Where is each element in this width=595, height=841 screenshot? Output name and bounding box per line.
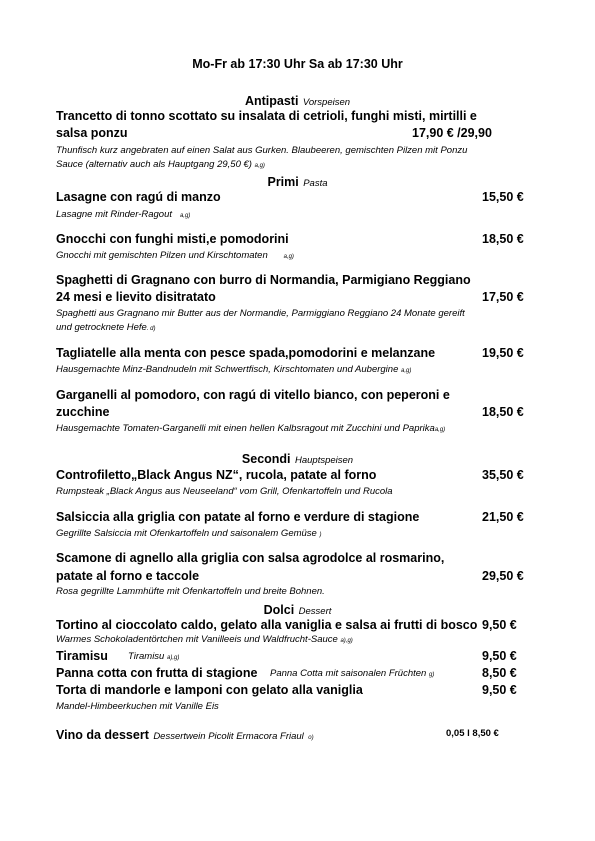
allergens: a,g) <box>434 427 446 433</box>
dish-price: 9,50 € <box>482 683 517 697</box>
dish-name: 24 mesi e lievito disitratato <box>56 290 216 304</box>
dish-name: salsa ponzu <box>56 126 128 140</box>
dish-description: Gnocchi mit gemischten Pilzen und Kirschtomaten a,g) <box>56 250 294 261</box>
dish-price: 8,50 € <box>482 666 517 680</box>
dish-price: 17,90 € /29,90 <box>412 126 492 140</box>
dish-description: Panna Cotta mit saisonalen Früchten g) <box>270 668 435 679</box>
dish-description: Hausgemachte Minz-Bandnudeln mit Schwertfisch, Kirschtomaten und Aubergine a,g) <box>56 364 412 375</box>
dish-description: Gegrillte Salsiccia mit Ofenkartoffeln und saisonalem Gemüse ) <box>56 528 322 539</box>
allergens: a),g) <box>340 638 353 644</box>
dish-name: Torta di mandorle e lamponi con gelato alla vaniglia <box>56 683 363 697</box>
dish-description: Thunfisch kurz angebraten auf einen Salat aus Gurken. Blaubeeren, gemischten Pilzen mit Ponzu <box>56 145 468 156</box>
dish-description: Mandel-Himbeerkuchen mit Vanille Eis <box>56 701 219 712</box>
section-primi <box>0 173 595 191</box>
dish-description: Lasagne mit Rinder-Ragout a,g) <box>56 209 191 220</box>
section-antipasti <box>0 92 595 110</box>
dish-description: Rosa gegrillte Lammhüfte mit Ofenkartoffeln und breite Bohnen. <box>56 586 325 597</box>
dish-name: Salsiccia alla griglia con patate al forno e verdure di stagione <box>56 510 420 524</box>
allergens: a,g) <box>254 163 265 169</box>
dish-description: Tiramisu a),g) <box>128 651 180 662</box>
dish-name: Controfiletto„Black Angus NZ“, rucola, patate al forno <box>56 468 377 482</box>
dish-price: 9,50 € <box>482 649 517 663</box>
dish-name: Scamone di agnello alla griglia con salsa agrodolce al rosmarino, <box>56 551 445 565</box>
dish-name: Vino da dessert <box>56 728 149 742</box>
dish-description: Hausgemachte Tomaten-Garganelli mit einen hellen Kalbsragout mit Zucchini und Paprikaa,g) <box>56 423 446 434</box>
dish-name: Gnocchi con funghi misti,e pomodorini <box>56 232 289 246</box>
section-secondi <box>0 450 595 468</box>
allergens: a),g) <box>166 655 180 661</box>
dessert-wine <box>56 726 314 744</box>
allergens: g) <box>428 672 435 678</box>
allergens: ) <box>319 532 322 538</box>
section-subtitle: Dessert <box>298 606 332 617</box>
section-title: Primi <box>267 175 299 189</box>
dish-price: 29,50 € <box>482 569 524 583</box>
dish-price: 18,50 € <box>482 405 524 419</box>
section-subtitle: Pasta <box>303 178 328 189</box>
allergens: o) <box>308 735 314 741</box>
dish-name: Tiramisu <box>56 649 108 663</box>
dish-price: 15,50 € <box>482 190 524 204</box>
section-dolci <box>0 601 595 619</box>
dish-price: 18,50 € <box>482 232 524 246</box>
dish-price: 21,50 € <box>482 510 524 524</box>
allergens: a,g) <box>401 368 412 374</box>
section-subtitle: Vorspeisen <box>302 97 351 108</box>
dish-name: patate al forno e taccole <box>56 569 200 583</box>
dish-description: Rumpsteak „Black Angus aus Neuseeland“ vom Grill, Ofenkartoffeln und Rucola <box>56 486 393 497</box>
dish-description: Sauce (alternativ auch als Hauptgang 29,50 €) a,g) <box>56 159 265 170</box>
dish-price: 0,05 l 8,50 € <box>446 728 499 739</box>
allergens: a,g) <box>179 213 191 219</box>
dish-price: 17,50 € <box>482 290 524 304</box>
section-title: Secondi <box>241 452 291 466</box>
allergens: . d) <box>146 326 156 332</box>
dish-name: Tagliatelle alla menta con pesce spada,pomodorini e melanzane <box>56 346 436 360</box>
section-title: Dolci <box>263 603 295 617</box>
dish-name: Lasagne con ragú di manzo <box>56 190 221 204</box>
dish-name: Garganelli al pomodoro, con ragú di vitello bianco, con peperoni e <box>56 388 450 402</box>
dish-name: Panna cotta con frutta di stagione <box>56 666 258 680</box>
dish-price: 19,50 € <box>482 346 524 360</box>
allergens: a,g) <box>283 254 294 260</box>
dish-description: Warmes Schokoladentörtchen mit Vanilleeis und Waldfrucht-Sauce a),g) <box>56 634 353 645</box>
dish-description: Spaghetti aus Gragnano mir Butter aus der Normandie, Parmiggiano Reggiano 24 Monate gereift <box>56 308 465 319</box>
dish-price: 35,50 € <box>482 468 524 482</box>
dish-description: und getrocknete Hefe. d) <box>56 322 156 333</box>
dish-name: zucchine <box>56 405 110 419</box>
section-subtitle: Hauptspeisen <box>294 455 354 466</box>
dish-price: 9,50 € <box>482 618 517 632</box>
dish-name: Trancetto di tonno scottato su insalata di cetrioli, funghi misti, mirtilli e <box>56 109 477 123</box>
section-title: Antipasti <box>244 94 299 108</box>
dish-name: Tortino al cioccolato caldo, gelato alla vaniglia e salsa ai frutti di bosco <box>56 618 478 632</box>
opening-hours: Mo-Fr ab 17:30 Uhr Sa ab 17:30 Uhr <box>192 57 403 71</box>
dish-description: Dessertwein Picolit Ermacora Friaul <box>153 731 304 742</box>
dish-name: Spaghetti di Gragnano con burro di Normandia, Parmigiano Reggiano <box>56 273 471 287</box>
